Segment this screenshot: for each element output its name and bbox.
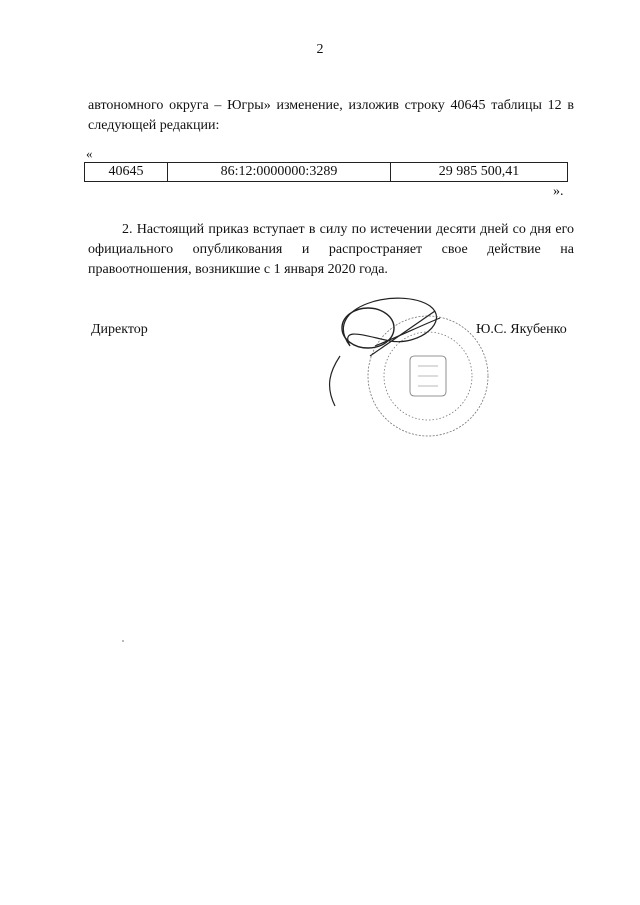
scan-speck xyxy=(122,640,124,642)
official-seal-and-signature xyxy=(310,286,490,456)
table-cell-cadastral: 86:12:0000000:3289 xyxy=(168,163,391,182)
signatory-title: Директор xyxy=(91,322,148,337)
closing-quote: ». xyxy=(553,184,564,199)
data-table xyxy=(84,162,568,182)
handwritten-signature xyxy=(330,298,440,406)
opening-quote: « xyxy=(86,146,93,161)
page-number: 2 xyxy=(316,42,324,57)
signatory-name: Ю.С. Якубенко xyxy=(476,322,567,337)
intro-paragraph: автономного округа – Югры» изменение, изложив строку 40645 таблицы 12 в следующей редакции: xyxy=(88,98,574,133)
clause-2-paragraph: 2. Настоящий приказ вступает в силу по истечении десяти дней со дня его официального опубликования и распространяет свое действие на правоотношения, возникшие с 1 января 2020 года. xyxy=(88,222,574,277)
table-cell-value: 29 985 500,41 xyxy=(391,163,568,182)
round-seal xyxy=(368,316,488,436)
table-row xyxy=(85,163,568,182)
table-cell-number: 40645 xyxy=(85,163,168,182)
